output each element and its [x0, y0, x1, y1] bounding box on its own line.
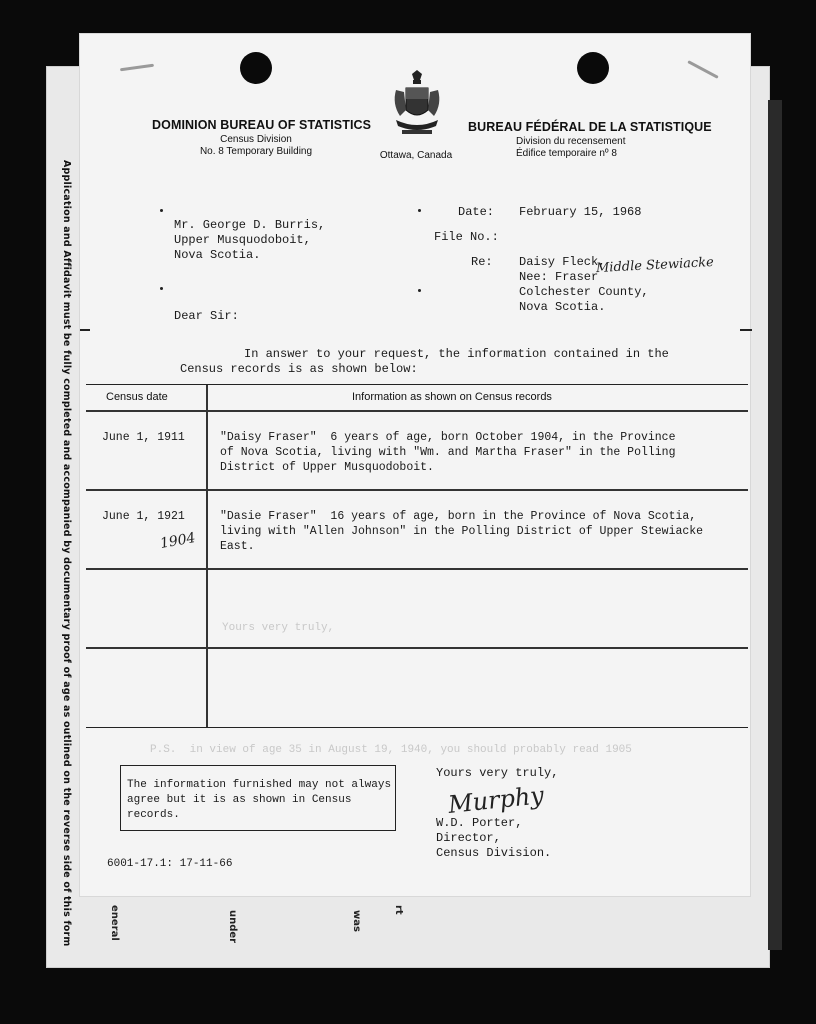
- valediction: Yours very truly,: [436, 766, 559, 780]
- bleed-through-text: Yours very truly,: [222, 622, 335, 634]
- table-row-rule: [86, 489, 748, 491]
- fold-dot: [418, 209, 421, 212]
- date-value: February 15, 1968: [519, 205, 642, 219]
- signature: Murphy: [446, 781, 546, 819]
- table-header-rule: [86, 410, 748, 412]
- re-label: Re:: [471, 255, 493, 269]
- table-row-rule: [86, 647, 748, 649]
- fold-dot: [160, 209, 163, 212]
- signatory-name: W.D. Porter,: [436, 816, 523, 830]
- addressee-line-1: Mr. George D. Burris,: [174, 218, 326, 232]
- intro-line-1: In answer to your request, the information contained in the: [244, 347, 669, 361]
- bleed-through-text: P.S. in view of age 35 in August 19, 1940, you should probably read 1905: [150, 744, 632, 756]
- re-line-1: Daisy Fleck,: [519, 255, 606, 269]
- re-line-3: Colchester County,: [519, 285, 649, 299]
- table-header-census-date: Census date: [106, 391, 168, 403]
- addressee-line-2: Upper Musquodoboit,: [174, 233, 311, 247]
- fold-dot: [418, 289, 421, 292]
- handwritten-year-note: 1904: [158, 530, 197, 552]
- file-no-label: File No.:: [434, 230, 499, 244]
- letterhead-fr-title: BUREAU FÉDÉRAL DE LA STATISTIQUE: [468, 120, 712, 134]
- side-instruction-text: Application and Affidavit must be fully completed and accompanied by documentary proof of age as outlined on the reverse side of this form: [61, 160, 72, 947]
- punch-hole-right: [577, 52, 609, 84]
- letterhead-fr-building: Édifice temporaire nº 8: [516, 148, 617, 159]
- signatory-title: Director,: [436, 831, 501, 845]
- re-handwritten-note: Middle Stewiacke: [595, 254, 715, 277]
- addressee-line-3: Nova Scotia.: [174, 248, 261, 262]
- table-cell-date: June 1, 1911: [102, 431, 185, 444]
- table-cell-info: "Dasie Fraser" 16 years of age, born in the Province of Nova Scotia, living with "Allen Johnson" in the Polling District of Upper Stewiacke East.: [220, 510, 704, 553]
- letterhead-en-division: Census Division: [220, 134, 292, 145]
- letterhead-en-building: No. 8 Temporary Building: [199, 146, 313, 157]
- margin-tick-right: [740, 329, 752, 331]
- disclaimer-box: [120, 765, 396, 831]
- intro-line-2: Census records is as shown below:: [180, 362, 418, 376]
- table-column-divider: [206, 385, 208, 727]
- letterhead-city: Ottawa, Canada: [379, 150, 453, 161]
- punch-hole-left: [240, 52, 272, 84]
- form-number: 6001-17.1: 17-11-66: [107, 858, 233, 870]
- census-records-table: [86, 384, 748, 728]
- table-row-rule: [86, 568, 748, 570]
- letterhead-fr-division: Division du recensement: [516, 136, 626, 147]
- letterhead-en-title: DOMINION BUREAU OF STATISTICS: [152, 118, 372, 132]
- date-label: Date:: [458, 205, 495, 219]
- salutation: Dear Sir:: [174, 309, 239, 323]
- under-page-text-a: under: [227, 910, 238, 944]
- table-cell-info: "Daisy Fraser" 6 years of age, born October 1904, in the Province of Nova Scotia, living with "Wm. and Martha Fraser" in the Polling District of Upper Musquodoboit.: [220, 431, 676, 474]
- margin-tick-left: [80, 329, 90, 331]
- coat-of-arms-icon: [392, 70, 442, 138]
- table-cell-date: June 1, 1921: [102, 510, 185, 523]
- under-page-text-b: was: [351, 910, 362, 932]
- signatory-division: Census Division.: [436, 846, 552, 860]
- under-page-text-left: eneral: [109, 905, 120, 941]
- table-header-information: Information as shown on Census records: [352, 391, 552, 403]
- disclaimer-text: The information furnished may not always agree but it is as shown in Census records.: [127, 779, 392, 821]
- under-page-text-c: rt: [393, 905, 404, 915]
- re-line-2: Nee: Fraser: [519, 270, 599, 284]
- page-stack-edge: [768, 100, 782, 950]
- fold-dot: [160, 287, 163, 290]
- re-line-4: Nova Scotia.: [519, 300, 606, 314]
